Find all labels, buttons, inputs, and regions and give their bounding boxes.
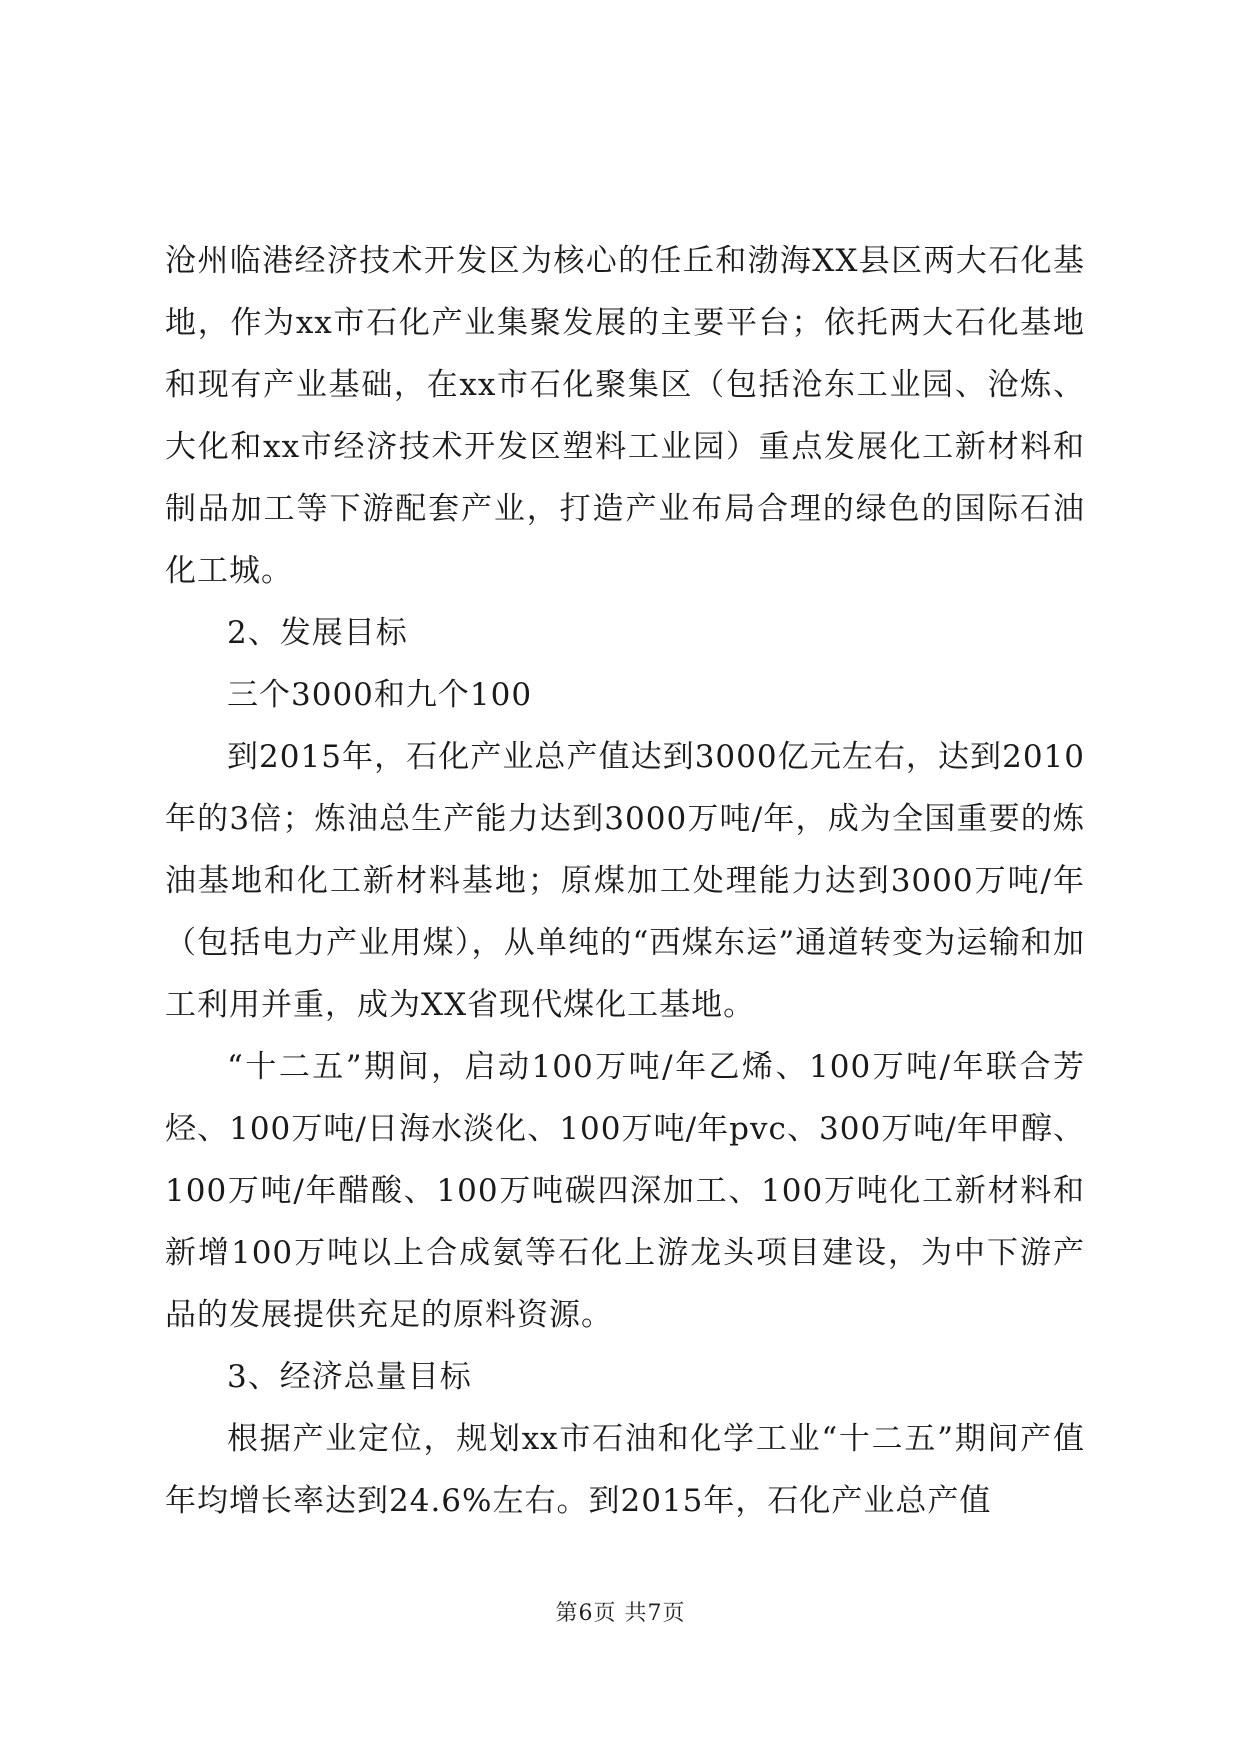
section-heading-economic-total-goals: 3、经济总量目标 [227,1359,472,1395]
paragraph-twelfth-five-year-projects: “十二五”期间，启动100万吨/年乙烯、100万吨/年联合芳烃、100万吨/日海水淡化、100万吨/年pvc、300万吨/年甲醇、100万吨/年醋酸、100万吨碳四深加工、100万吨化工新材料和新增100万吨以上合成氨等石化上游龙头项目建设，为中下游产品的发展提供充足的原料资源。 [165,1049,1085,1333]
page-number-footer: 第6页 共7页 [555,1601,686,1626]
document-body [165,230,1085,1532]
paragraph-growth-rate: 根据产业定位，规划xx市石油和化学工业“十二五”期间产值年均增长率达到24.6%左右。到2015年，石化产业总产值 [165,1421,1085,1519]
paragraph-2015-targets: 到2015年，石化产业总产值达到3000亿元左右，达到2010年的3倍；炼油总生产能力达到3000万吨/年，成为全国重要的炼油基地和化工新材料基地；原煤加工处理能力达到3000万吨/年（包括电力产业用煤），从单纯的“西煤东运”通道转变为运输和加工利用并重，成为XX省现代煤化工基地。 [165,739,1085,1023]
paragraph-continuation: 沧州临港经济技术开发区为核心的任丘和渤海XX县区两大石化基地，作为xx市石化产业集聚发展的主要平台；依托两大石化基地和现有产业基础，在xx市石化聚集区（包括沧东工业园、沧炼、大化和xx市经济技术开发区塑料工业园）重点发展化工新材料和制品加工等下游配套产业，打造产业布局合理的绿色的国际石油化工城。 [165,243,1085,589]
section-heading-development-goals: 2、发展目标 [227,615,408,651]
subheading-three-3000-nine-100: 三个3000和九个100 [227,677,533,713]
